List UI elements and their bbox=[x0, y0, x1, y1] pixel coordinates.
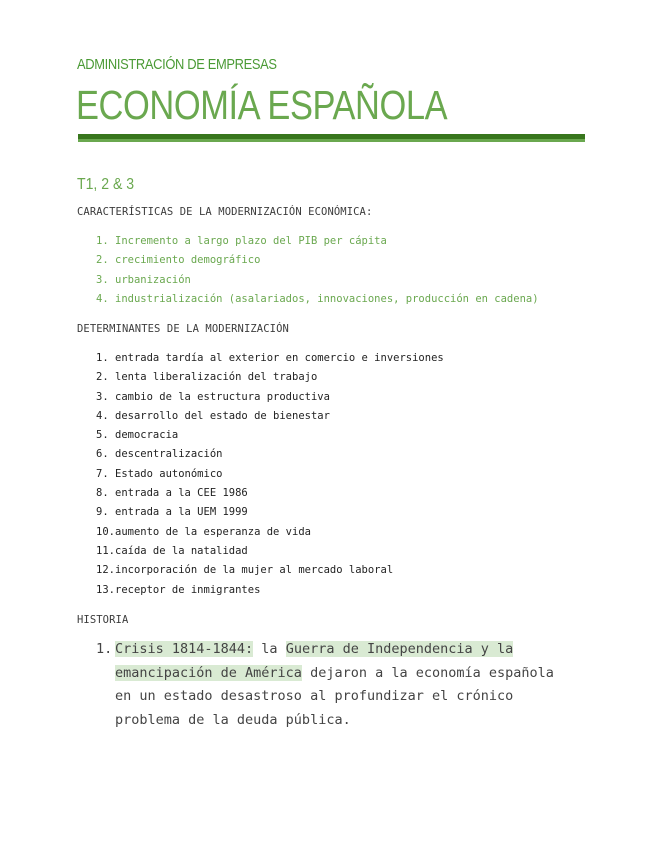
course-name: ADMINISTRACIÓN DE EMPRESAS bbox=[77, 56, 277, 73]
list-item-number: 1. bbox=[96, 352, 109, 364]
list-item-text: desarrollo del estado de bienestar bbox=[115, 409, 330, 422]
list-item-text: entrada tardía al exterior en comercio e inversiones bbox=[115, 352, 444, 364]
list-item-text: cambio de la estructura productiva bbox=[115, 390, 330, 403]
list-item-number: 4. bbox=[96, 292, 109, 305]
highlight-crisis: Crisis 1814-1844: bbox=[115, 641, 254, 657]
document-title: ECONOMÍA ESPAÑOLA bbox=[76, 82, 448, 128]
list-item-number: 4. bbox=[96, 409, 109, 422]
list-item-text: aumento de la esperanza de vida bbox=[115, 525, 311, 538]
list-item-text: entrada a la UEM 1999 bbox=[115, 506, 248, 519]
highlight-war: Guerra de Independencia y la emancipación de América bbox=[115, 641, 514, 681]
list-item-number: 3. bbox=[96, 273, 109, 286]
list-item-number: 13. bbox=[96, 583, 115, 596]
list-item-number: 2. bbox=[96, 371, 109, 384]
list-item-text: Incremento a largo plazo del PIB per cápita bbox=[115, 235, 387, 247]
title-underline-light bbox=[78, 139, 585, 142]
list-item-text: receptor de inmigrantes bbox=[115, 583, 261, 596]
list-item-number: 5. bbox=[96, 429, 109, 442]
list-item-number: 6. bbox=[96, 448, 109, 461]
list-item-number: 11. bbox=[96, 544, 115, 557]
list-item-number: 8. bbox=[96, 487, 109, 500]
list-item-number: 1. bbox=[96, 235, 109, 247]
list-item-text: descentralización bbox=[115, 448, 223, 461]
list-item-text: entrada a la CEE 1986 bbox=[115, 487, 248, 500]
list-item-text: caída de la natalidad bbox=[115, 544, 248, 557]
list-item-text: incorporación de la mujer al mercado laboral bbox=[115, 564, 394, 577]
list-item-text: industrialización (asalariados, innovaciones, producción en cadena) bbox=[115, 292, 539, 305]
determinants-heading: DETERMINANTES DE LA MODERNIZACIÓN bbox=[77, 323, 289, 335]
list-item-text: lenta liberalización del trabajo bbox=[115, 371, 318, 384]
list-item-text: crecimiento demográfico bbox=[115, 254, 261, 267]
history-item bbox=[96, 638, 576, 732]
list-item-number: 9. bbox=[96, 506, 109, 519]
list-item-number: 2. bbox=[96, 254, 109, 267]
section-title: T1, 2 & 3 bbox=[77, 176, 135, 193]
list-item-text: democracia bbox=[115, 429, 179, 442]
history-heading: HISTORIA bbox=[77, 614, 129, 626]
history-text-2: dejaron a la economía española en un estado desastroso al profundizar el crónico problema de la deuda pública. bbox=[115, 664, 554, 728]
list-item-text: urbanización bbox=[115, 273, 191, 286]
history-text-1: la bbox=[253, 641, 286, 657]
characteristics-heading: CARACTERÍSTICAS DE LA MODERNIZACIÓN ECONÓMICA: bbox=[77, 206, 373, 218]
list-item-number: 12. bbox=[96, 564, 115, 577]
history-item-number: 1. bbox=[96, 641, 113, 657]
list-item-number: 3. bbox=[96, 390, 109, 403]
list-item-number: 10. bbox=[96, 525, 115, 538]
list-item-number: 7. bbox=[96, 467, 109, 480]
history-item-text bbox=[115, 638, 576, 732]
list-item-text: Estado autonómico bbox=[115, 467, 223, 480]
